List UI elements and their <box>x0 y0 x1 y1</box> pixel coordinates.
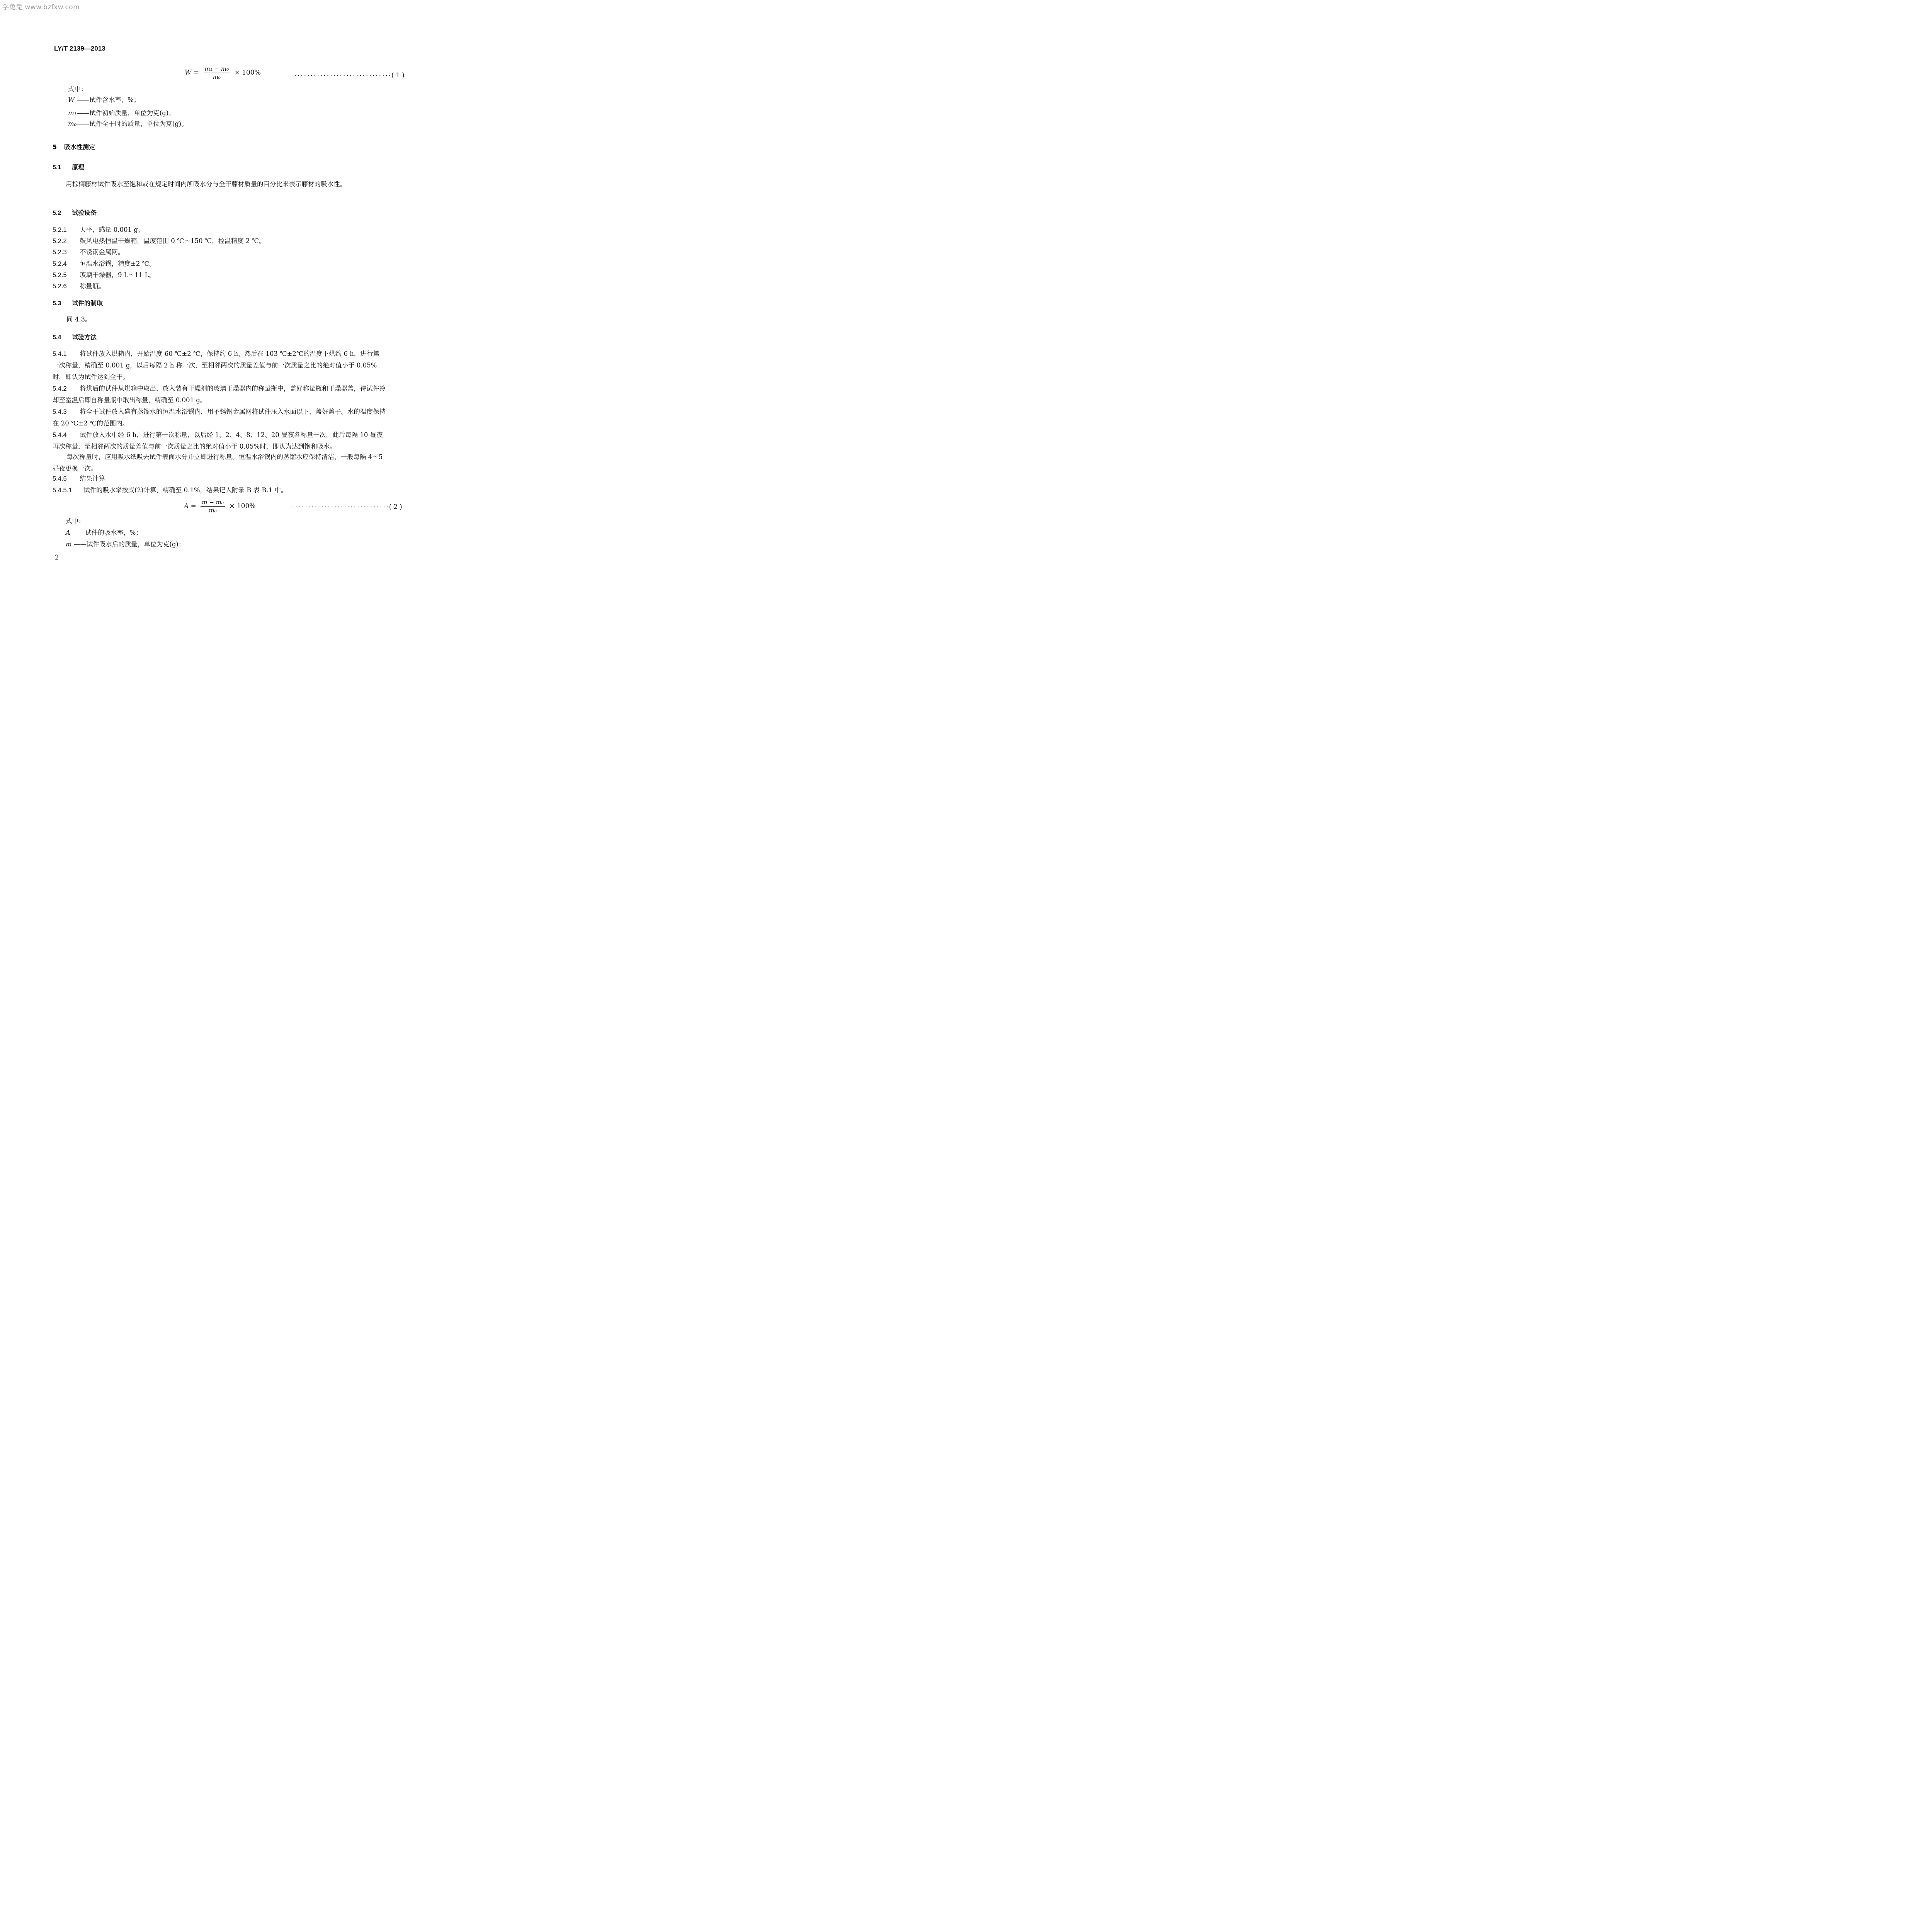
formula-2-dots: ······························ <box>291 504 389 510</box>
watermark: 学兔兔 www.bzfxw.com <box>2 3 80 11</box>
formula-2-rhs: × 100% <box>229 502 256 510</box>
item-text: 鼓风电热恒温干燥箱，温度范围 0 ℃～150 ℃，控温精度 2 ℃。 <box>80 237 265 245</box>
formula-1-tag: ( 1 ) <box>391 71 405 79</box>
section-number: 5.2 <box>53 210 61 216</box>
where-2-label: 式中： <box>66 517 85 525</box>
section-number: 5.1 <box>53 164 61 171</box>
where-1-item-sym: m₀ <box>68 120 77 128</box>
paragraph-text: 试件放入水中经 6 h，进行第一次称量，以后经 1、2、4、8、12、20 昼夜各称量一次，此后每隔 10 昼夜再次称量，至相邻两次的质量差值与前一次质量之比的绝对值小于 0.05%时，即认为达到饱和吸水。 <box>53 431 383 450</box>
equipment-item <box>53 281 105 292</box>
item-number: 5.2.6 <box>53 283 67 290</box>
formula-1-denominator: m₀ <box>213 73 221 80</box>
item-number: 5.2.3 <box>53 249 67 256</box>
section-5-4-heading <box>53 332 97 341</box>
section-title: 原理 <box>72 163 85 171</box>
item-number: 5.4.4 <box>53 432 67 439</box>
where-2-item <box>66 539 185 550</box>
item-text: 天平，感量 0.001 g。 <box>80 226 145 233</box>
page-number: 2 <box>55 554 59 561</box>
method-paragraph <box>53 429 386 452</box>
section-number: 5 <box>53 143 57 151</box>
formula-2-lhs: A = <box>184 502 196 510</box>
formula-2-tag: ( 2 ) <box>389 503 402 510</box>
standard-header: LY/T 2139—2013 <box>54 45 105 52</box>
item-text: 不锈钢金属网。 <box>80 248 124 256</box>
method-paragraph <box>53 485 287 496</box>
section-5-2-heading <box>53 208 97 217</box>
section-title: 试验设备 <box>72 209 97 216</box>
where-2-item <box>66 527 142 539</box>
where-2-item-text: ——试件的吸水率，%； <box>72 529 142 536</box>
formula-2-ref <box>291 501 402 513</box>
section-5-1-heading <box>53 162 84 171</box>
method-paragraph <box>53 451 386 474</box>
paragraph-text: 试件的吸水率按式(2)计算，精确至 0.1%，结果记入附录 B 表 B.1 中。 <box>83 486 287 494</box>
section-number: 5.3 <box>53 300 61 307</box>
item-number: 5.4.5.1 <box>53 487 72 494</box>
equipment-item <box>53 235 265 247</box>
section-5-1-text: 用棕榈藤材试件吸水至饱和或在规定时间内所吸水分与全干藤材质量的百分比来表示藤材的吸水性。 <box>66 180 346 188</box>
section-number: 5.4 <box>53 334 61 341</box>
where-1-item <box>68 118 188 130</box>
formula-2-denominator: m₀ <box>209 507 217 514</box>
method-paragraph <box>53 348 386 383</box>
where-1-item-text: ——试件含水率，%； <box>77 96 140 104</box>
formula-1-rhs: × 100% <box>234 69 261 77</box>
item-number: 5.2.2 <box>53 238 67 245</box>
section-title: 吸水性测定 <box>64 143 95 151</box>
paragraph-text: 将全干试件放入盛有蒸馏水的恒温水浴锅内，用不锈钢金属网将试件压入水面以下，盖好盖子。水的温度保持在 20 ℃±2 ℃的范围内。 <box>53 408 386 427</box>
section-5-3-heading <box>53 298 103 307</box>
item-number: 5.4.2 <box>53 385 67 392</box>
formula-1-ref <box>294 70 405 81</box>
equipment-item <box>53 247 124 258</box>
section-title: 试验方法 <box>72 333 97 341</box>
item-number: 5.2.5 <box>53 272 67 279</box>
method-paragraph <box>53 383 386 406</box>
equipment-item <box>53 258 156 270</box>
section-5-3-text: 同 4.3。 <box>66 316 92 323</box>
where-1-item <box>68 94 140 106</box>
paragraph-text: 将试件放入烘箱内，开始温度 60 ℃±2 ℃，保持约 6 h，然后在 103 ℃±2℃的温度下烘约 6 h，进行第一次称量，精确至 0.001 g，以后每隔 2 h 称一次，至相邻两次的质量差值与前一次质量之比的绝对值小于 0.05%时，即认为试件达到全干。 <box>53 350 379 381</box>
item-text: 称量瓶。 <box>80 282 105 290</box>
item-text: 恒温水浴锅，精度±2 ℃。 <box>80 260 156 267</box>
paragraph-text: 结果计算 <box>80 475 105 482</box>
where-2-item-text: ——试件吸水后的质量，单位为克(g)； <box>73 541 185 548</box>
equipment-item <box>53 269 155 281</box>
item-number: 5.4.1 <box>53 350 67 357</box>
section-5-heading <box>53 142 95 151</box>
formula-2-numerator: m − m₀ <box>201 498 225 507</box>
method-paragraph <box>53 473 105 485</box>
section-title: 试件的制取 <box>72 299 103 307</box>
where-2-item-sym: A <box>66 529 70 536</box>
item-number: 5.4.5 <box>53 475 67 482</box>
formula-2 <box>184 498 256 514</box>
item-number: 5.2.1 <box>53 226 67 233</box>
where-1-item-text: ——试件初始质量，单位为克(g)； <box>77 109 175 117</box>
where-2-item-sym: m <box>66 541 72 548</box>
formula-1-dots: ······························ <box>294 73 391 79</box>
item-number: 5.2.4 <box>53 260 67 267</box>
where-1-item-sym: m₁ <box>68 109 77 117</box>
item-text: 玻璃干燥器，9 L～11 L。 <box>80 271 155 279</box>
formula-1 <box>185 65 261 81</box>
where-1-label: 式中： <box>68 85 87 93</box>
item-number: 5.4.3 <box>53 408 67 415</box>
method-paragraph <box>53 406 386 429</box>
paragraph-text: 将烘后的试件从烘箱中取出，放入装有干燥剂的玻璃干燥器内的称量瓶中，盖好称量瓶和干燥器盖，待试件冷却至室温后即自称量瓶中取出称量，精确至 0.001 g。 <box>53 385 386 404</box>
where-1-item-sym: W <box>68 96 75 104</box>
formula-2-fraction <box>201 498 225 514</box>
paragraph-text: 每次称量时，应用吸水纸吸去试件表面水分并立即进行称量。恒温水浴锅内的蒸馏水应保持清洁，一般每隔 4～5 昼夜更换一次。 <box>53 453 383 472</box>
where-1-item <box>68 107 175 119</box>
formula-1-numerator: m₁ − m₀ <box>204 65 230 73</box>
formula-1-fraction <box>204 65 230 81</box>
equipment-item <box>53 224 144 236</box>
formula-1-lhs: W = <box>185 69 199 77</box>
where-1-item-text: ——试件全干时的质量，单位为克(g)。 <box>77 120 188 128</box>
